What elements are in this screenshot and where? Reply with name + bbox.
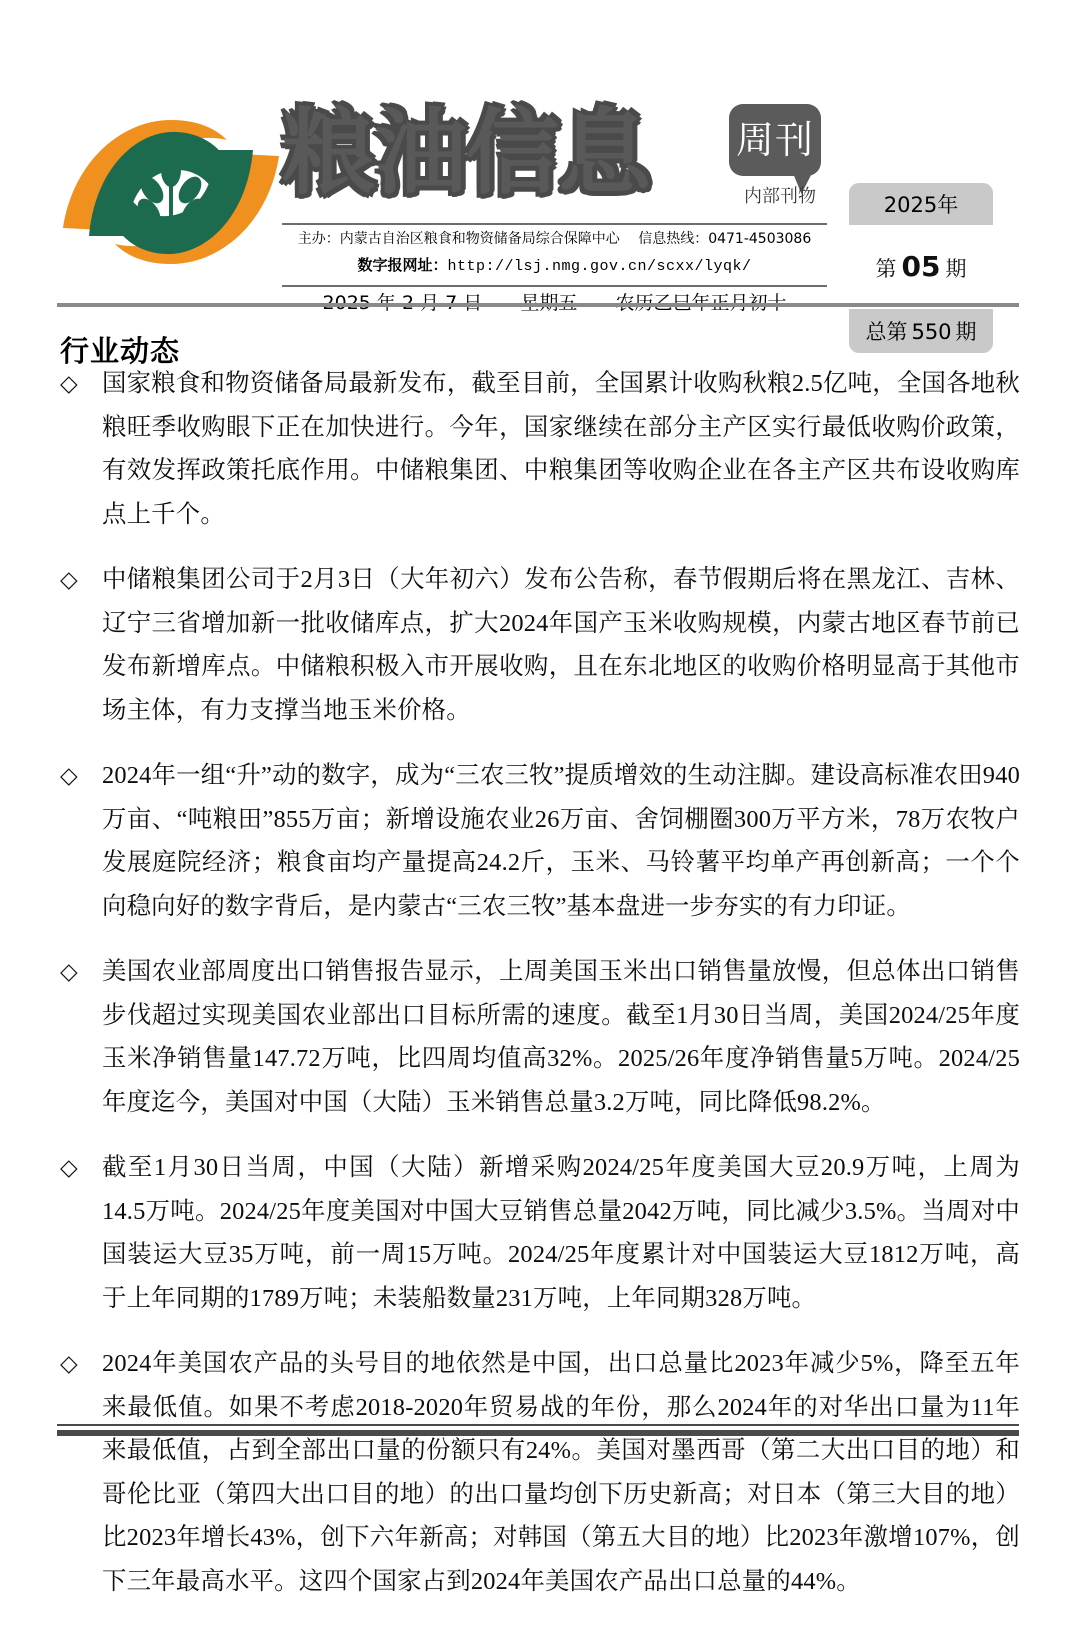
grain-logo [55, 106, 287, 278]
list-item [60, 362, 1020, 536]
diamond-bullet-icon: ◇ [60, 1155, 78, 1180]
diamond-bullet-icon: ◇ [60, 763, 78, 788]
issue-total-number: 550 [911, 320, 952, 344]
hotline-text: 信息热线：0471-4503086 [638, 231, 812, 247]
list-item-text: 国家粮食和物资储备局最新发布，截至目前，全国累计收购秋粮2.5亿吨，全国各地秋粮旺季收购眼下正在加快进行。今年，国家继续在部分主产区实行最低收购价政策，有效发挥政策托底作用。中储粮集团、中粮集团等收购企业在各主产区共布设收购库点上千个。 [102, 370, 1020, 528]
diamond-bullet-icon: ◇ [60, 1351, 78, 1376]
masthead-rule-bottom [282, 285, 827, 287]
list-item [60, 1146, 1020, 1320]
issue-total-suffix: 期 [955, 320, 977, 344]
issue-total-row [849, 309, 993, 353]
title-block [282, 86, 827, 296]
website-url[interactable]: http://lsj.nmg.gov.cn/scxx/lyqk/ [447, 258, 752, 275]
diamond-bullet-icon: ◇ [60, 567, 78, 592]
issue-number-prefix: 第 [875, 257, 897, 281]
list-item-text: 2024年一组“升”动的数字，成为“三农三牧”提质增效的生动注脚。建设高标准农田940万亩、“吨粮田”855万亩；新增设施农业26万亩、舍饲棚圈300万平方米，78万农牧户发展庭院经济；粮食亩均产量提高24.2斤，玉米、马铃薯平均单产再创新高；一个个向稳向好的数字背后，是内蒙古“三农三牧”基本盘进一步夯实的有力印证。 [102, 762, 1020, 920]
diamond-bullet-icon: ◇ [60, 959, 78, 984]
issue-number-row [849, 225, 993, 309]
page-title: 行业动态 [60, 334, 181, 369]
issue-box [849, 183, 993, 353]
weekly-badge: 周刊 [729, 104, 821, 176]
header-divider [57, 303, 1019, 307]
issue-year: 2025年 [883, 193, 959, 217]
list-item [60, 1342, 1020, 1603]
internal-publication-label: 内部刊物 [744, 186, 816, 207]
publication-logotype: 粮油信息 [282, 99, 650, 207]
website-line [282, 254, 827, 278]
list-item-text: 中储粮集团公司于2月3日（大年初六）发布公告称，春节假期后将在黑龙江、吉林、辽宁三省增加新一批收储库点，扩大2024年国产玉米收购规模，内蒙古地区春节前已发布新增库点。中储粮积极入市开展收购，且在东北地区的收购价格明显高于其他市场主体，有力支撑当地玉米价格。 [102, 566, 1020, 724]
website-label: 数字报网址： [357, 256, 448, 274]
list-item-text: 美国农业部周度出口销售报告显示，上周美国玉米出口销售量放慢，但总体出口销售步伐超过实现美国农业部出口目标所需的速度。截至1月30日当周，美国2024/25年度玉米净销售量147.72万吨，比四周均值高32%。2025/26年度净销售量5万吨。2024/25年度迄今，美国对中国（大陆）玉米销售总量3.2万吨，同比降低98.2%。 [102, 958, 1020, 1116]
issue-number-suffix: 期 [945, 257, 967, 281]
list-item [60, 558, 1020, 732]
footer-divider-thin [57, 1424, 1019, 1426]
footer-divider-thick [57, 1430, 1019, 1436]
list-item-text: 截至1月30日当周，中国（大陆）新增采购2024/25年度美国大豆20.9万吨，上周为14.5万吨。2024/25年度美国对中国大豆销售总量2042万吨，同比减少3.5%。当周对中国装运大豆35万吨，前一周15万吨。2024/25年度累计对中国装运大豆1812万吨，高于上年同期的1789万吨；未装船数量231万吨，上年同期328万吨。 [102, 1154, 1020, 1312]
issue-total-prefix: 总第 [865, 320, 908, 344]
list-item-text: 2024年美国农产品的头号目的地依然是中国，出口总量比2023年减少5%，降至五年来最低值。如果不考虑2018-2020年贸易战的年份，那么2024年的对华出口量为11年来最低值，占到全部出口量的份额只有24%。美国对墨西哥（第二大出口目的地）和哥伦比亚（第四大出口目的地）的出口量均创下历史新高；对日本（第三大目的地）比2023年增长43%，创下六年新高；对韩国（第五大目的地）比2023年激增107%，创下三年最高水平。这四个国家占到2024年美国农产品出口总量的44%。 [102, 1350, 1020, 1595]
organizer-text: 主办：内蒙古自治区粮食和物资储备局综合保障中心 [297, 231, 620, 247]
list-item [60, 754, 1020, 928]
diamond-bullet-icon: ◇ [60, 371, 78, 396]
organizer-line [282, 229, 827, 249]
masthead [0, 78, 1075, 344]
masthead-rule-top [282, 223, 827, 225]
list-item [60, 950, 1020, 1124]
grain-logo-svg [55, 106, 287, 278]
issue-number: 05 [901, 250, 941, 283]
